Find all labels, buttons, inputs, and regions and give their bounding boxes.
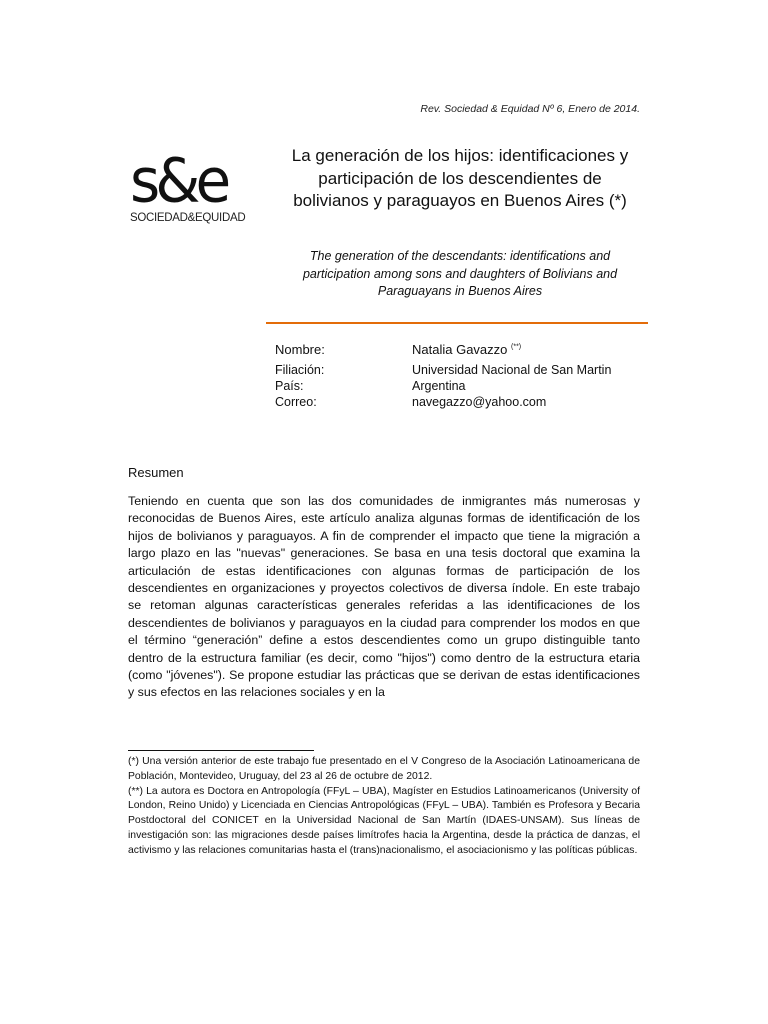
article-subtitle-english: The generation of the descendants: identifications and participation among sons and daughters of Bolivians and Paraguayans in Buenos Aires — [302, 249, 618, 298]
country-label: País: — [275, 379, 304, 393]
abstract-body — [128, 493, 640, 702]
author-footnote-marker: (**) — [511, 343, 522, 351]
affiliation-value: Universidad Nacional de San Martin — [412, 363, 612, 377]
email-value: navegazzo@yahoo.com — [412, 395, 547, 409]
journal-reference: Rev. Sociedad & Equidad Nº 6, Enero de 2014. — [420, 103, 640, 115]
abstract-heading: Resumen — [128, 465, 184, 480]
author-name: Natalia Gavazzo — [412, 342, 508, 357]
affiliation-label: Filiación: — [275, 363, 325, 377]
name-label: Nombre: — [275, 342, 325, 357]
name-value — [412, 342, 521, 357]
country-value: Argentina — [412, 379, 466, 393]
footnote-1: (*) Una versión anterior de este trabajo fue presentado en el V Congreso de la Asociación Latinoamericana de Población, Montevideo, Uruguay, del 23 al 26 de octubre de 2012. — [128, 756, 640, 782]
title-divider — [266, 322, 648, 324]
footnote-2: (**) La autora es Doctora en Antropología (FFyL – UBA), Magíster en Estudios Latinoamericanos (University of London, Reino Unido) y Licenciada en Ciencias Antropológicas (FFyL – UBA). También es Profesora y Becaria Postdoctoral del CONICET en la Universidad Nacional de San Martín (IDAES-UNSAM). Sus líneas de investigación son: las migraciones desde países limítrofes hacia la Argentina, desde la práctica de danzas, el activismo y las relaciones comunitarias hasta el (trans)nacionalismo, el asociacionismo y las políticas públicas. — [128, 785, 640, 856]
abstract-paragraph: Teniendo en cuenta que son las dos comunidades de inmigrantes más numerosas y reconocidas de Buenos Aires, este artículo analiza algunas formas de identificación de los hijos de bolivianos y paraguayos. A fin de comprender el impacto que tiene la migración a largo plazo en las "nuevas" generaciones. Se basa en una tesis doctoral que examina la articulación de estas identificaciones con algunas formas de participación de los descendientes en organizaciones y proyectos colectivos de diversa índole. En este trabajo se retoman algunas características generales referidas a las identificaciones de los descendientes de bolivianos y paraguayos en la ciudad para comprender los modos en que el término “generación” define a estos descendientes como un grupo distinguible tanto dentro de la estructura familiar (es decir, como "hijos") como dentro de la estructura etaria (como "jóvenes"). Se propone estudiar las prácticas que se derivan de estas identificaciones y sus efectos en las relaciones sociales y en la — [128, 494, 640, 700]
journal-logo — [130, 144, 270, 235]
logo-subtitle: SOCIEDAD&EQUIDAD — [130, 212, 246, 224]
footnote-separator — [128, 750, 314, 751]
logo-mark: s&e — [130, 144, 227, 217]
article-title: La generación de los hijos: identificaciones y participación de los descendientes de bolivianos y paraguayos en Buenos Aires (*) — [291, 146, 629, 210]
footnotes — [128, 755, 640, 859]
email-label: Correo: — [275, 395, 317, 409]
